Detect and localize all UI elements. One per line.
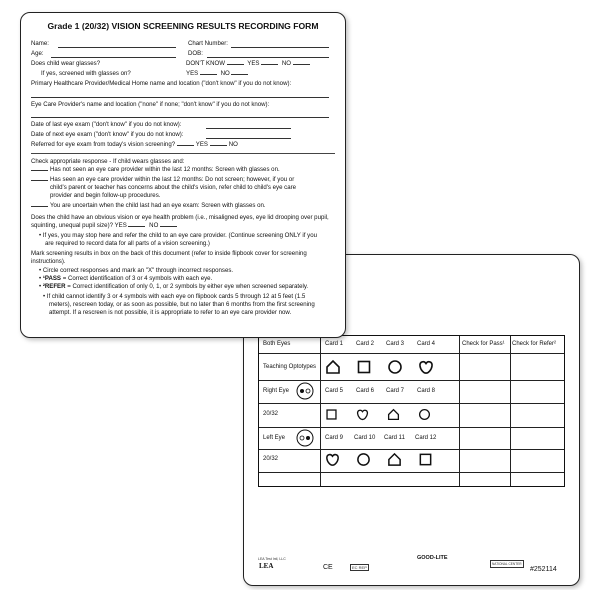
card-8-label: Card 8 xyxy=(417,388,436,394)
chart-number-label: Chart Number: xyxy=(188,40,228,47)
next-exam-field[interactable] xyxy=(206,138,291,139)
if-yes-bullet: • If yes, you may stop here and refer the child to an eye care provider. (Continue screening ONLY if you xyxy=(39,232,317,239)
option-seen-line2: child's parent or teacher has concerns about the child's vision, refer child to child's eye care xyxy=(50,184,297,191)
square-icon xyxy=(325,408,338,421)
last-exam-label: Date of last eye exam ("don't know" if you do not know): xyxy=(31,121,182,128)
option-not-seen-blank[interactable] xyxy=(31,170,48,171)
card-6-label: Card 6 xyxy=(356,388,375,394)
right-eye-occluder-icon xyxy=(296,382,314,400)
pass-bullet: • ¹PASS = Correct identification of 3 or 4 symbols with each eye. xyxy=(39,275,213,282)
card-7-label: Card 7 xyxy=(386,388,405,394)
row-divider xyxy=(259,449,564,450)
health-no-blank[interactable] xyxy=(160,226,177,227)
referred-no-blank[interactable] xyxy=(210,145,227,146)
header-card-3: Card 3 xyxy=(386,341,405,347)
option-seen-blank[interactable] xyxy=(31,180,48,181)
option-uncertain-blank[interactable] xyxy=(31,206,48,207)
check-heading: Check appropriate response - If child wears glasses and: xyxy=(31,158,185,165)
yes-blank[interactable] xyxy=(261,64,278,65)
option-seen: Has seen an eye care provider within the last 12 months: Do not screen; however, if you or xyxy=(31,176,294,183)
header-card-2: Card 2 xyxy=(356,341,375,347)
front-form-card xyxy=(20,12,346,338)
chart-number-field[interactable] xyxy=(231,47,329,48)
health-question-line2: squinting, unequal pupil size)? YES NO xyxy=(31,222,179,229)
left-eye-label: Left Eye xyxy=(263,435,286,441)
primary-provider-label: Primary Healthcare Provider/Medical Home name and location ("don't know" if you do not know): xyxy=(31,80,292,87)
screened-no-blank[interactable] xyxy=(231,74,248,75)
apple-icon xyxy=(418,359,434,375)
if-yes-line2: are required to record data for all parts of a vision screening.) xyxy=(45,240,210,247)
option-seen-line3: provider and begin follow-up procedures. xyxy=(50,192,161,199)
age-field[interactable] xyxy=(51,57,176,58)
circle-icon xyxy=(356,452,371,467)
good-lite-logo: GOOD-LITE xyxy=(417,555,448,561)
col-divider xyxy=(510,336,511,486)
glasses-options: DON'T KNOW YES NO xyxy=(186,60,312,67)
rescreen-line3: attempt. If a rescreen is not possible, it is appropriate to refer to an eye care provider now. xyxy=(49,309,292,316)
refer-bullet: • ²REFER = Correct identification of only 0, 1, or 2 symbols by either eye when screened separately. xyxy=(39,283,309,290)
ce-mark: CE xyxy=(323,564,333,571)
circle-icon xyxy=(387,359,403,375)
rescreen-bullet: • If child cannot identify 3 or 4 symbols with each eye on flipbook cards 5 through 12 at 5 feet (1.5 xyxy=(43,293,306,300)
col-divider xyxy=(459,336,460,486)
left-eye-occluder-icon xyxy=(296,429,314,447)
right-eye-label: Right Eye xyxy=(263,388,290,394)
card-12-label: Card 12 xyxy=(415,435,437,441)
apple-icon xyxy=(356,408,369,421)
no-blank[interactable] xyxy=(293,64,310,65)
header-check-pass: Check for Pass¹ xyxy=(462,341,505,347)
header-card-1: Card 1 xyxy=(325,341,344,347)
row-divider xyxy=(259,472,564,473)
next-exam-label: Date of next eye exam ("don't know" if you do not know): xyxy=(31,131,184,138)
house-icon xyxy=(387,452,402,467)
rescreen-line2: meters), rescreen today, or as soon as possible, but no later than 6 months from the first screening xyxy=(49,301,315,308)
card-10-label: Card 10 xyxy=(354,435,376,441)
last-exam-field[interactable] xyxy=(206,128,291,129)
national-center-logo: NATIONAL CENTER xyxy=(492,562,522,566)
row-divider xyxy=(259,427,564,428)
screened-with-glasses: If yes, screened with glasses on? xyxy=(41,70,131,77)
card-5-label: Card 5 xyxy=(325,388,344,394)
primary-provider-field[interactable] xyxy=(31,97,329,98)
dob-field[interactable] xyxy=(207,57,329,58)
circle-icon xyxy=(418,408,431,421)
row-divider xyxy=(259,380,564,381)
square-icon xyxy=(418,452,433,467)
screened-yes-blank[interactable] xyxy=(200,74,217,75)
mark-results: Mark screening results in box on the back of this document (refer to inside flipbook cover for screening xyxy=(31,250,307,257)
header-check-refer: Check for Refer² xyxy=(512,341,557,347)
teaching-optotypes-label: Teaching Optotypes xyxy=(263,364,317,370)
circle-bullet: • Circle correct responses and mark an "X" through incorrect responses. xyxy=(39,267,234,274)
lea-logo-mark: LEA xyxy=(259,562,274,570)
screened-options: YES NO xyxy=(186,70,250,77)
referred-label: Referred for eye exam from today's vision screening? YES NO xyxy=(31,141,238,148)
glasses-question: Does child wear glasses? xyxy=(31,60,101,67)
section-divider xyxy=(31,153,335,154)
header-both-eyes: Both Eyes xyxy=(263,341,291,347)
col-divider xyxy=(320,336,321,486)
option-uncertain: You are uncertain when the child last had an eye exam: Screen with glasses on. xyxy=(31,202,266,209)
house-icon xyxy=(325,359,341,375)
eye-care-provider-label: Eye Care Provider's name and location ("none" if none; "don't know" if you do not know): xyxy=(31,101,270,108)
referred-yes-blank[interactable] xyxy=(177,145,194,146)
name-field[interactable] xyxy=(58,47,176,48)
dont-know-blank[interactable] xyxy=(227,64,244,65)
card-11-label: Card 11 xyxy=(384,435,405,441)
row-divider xyxy=(259,353,564,354)
age-label: Age: xyxy=(31,50,44,57)
card-9-label: Card 9 xyxy=(325,435,344,441)
house-icon xyxy=(387,408,400,421)
left-acuity-label: 20/32 xyxy=(263,456,279,462)
form-title: Grade 1 (20/32) VISION SCREENING RESULTS RECORDING FORM xyxy=(47,21,319,31)
square-icon xyxy=(356,359,372,375)
header-card-4: Card 4 xyxy=(417,341,436,347)
health-question: Does the child have an obvious vision or eye health problem (i.e., misaligned eyes, eye lid drooping over pupil, xyxy=(31,214,329,221)
results-table xyxy=(258,335,565,487)
lea-logo-caption: LEA Test Intl, LLC xyxy=(258,557,286,561)
option-not-seen: Has not seen an eye care provider within the last 12 months: Screen with glasses on. xyxy=(31,166,280,173)
dob-label: DOB: xyxy=(188,50,203,57)
right-acuity-label: 20/32 xyxy=(263,411,279,417)
eye-care-provider-field[interactable] xyxy=(31,117,329,118)
product-number: #252114 xyxy=(530,566,557,573)
name-label: Name: xyxy=(31,40,49,47)
mark-results-line2: instructions). xyxy=(31,258,66,265)
health-yes-blank[interactable] xyxy=(128,226,145,227)
apple-icon xyxy=(325,452,340,467)
ec-rep-mark: EC REP xyxy=(352,565,367,570)
row-divider xyxy=(259,403,564,404)
